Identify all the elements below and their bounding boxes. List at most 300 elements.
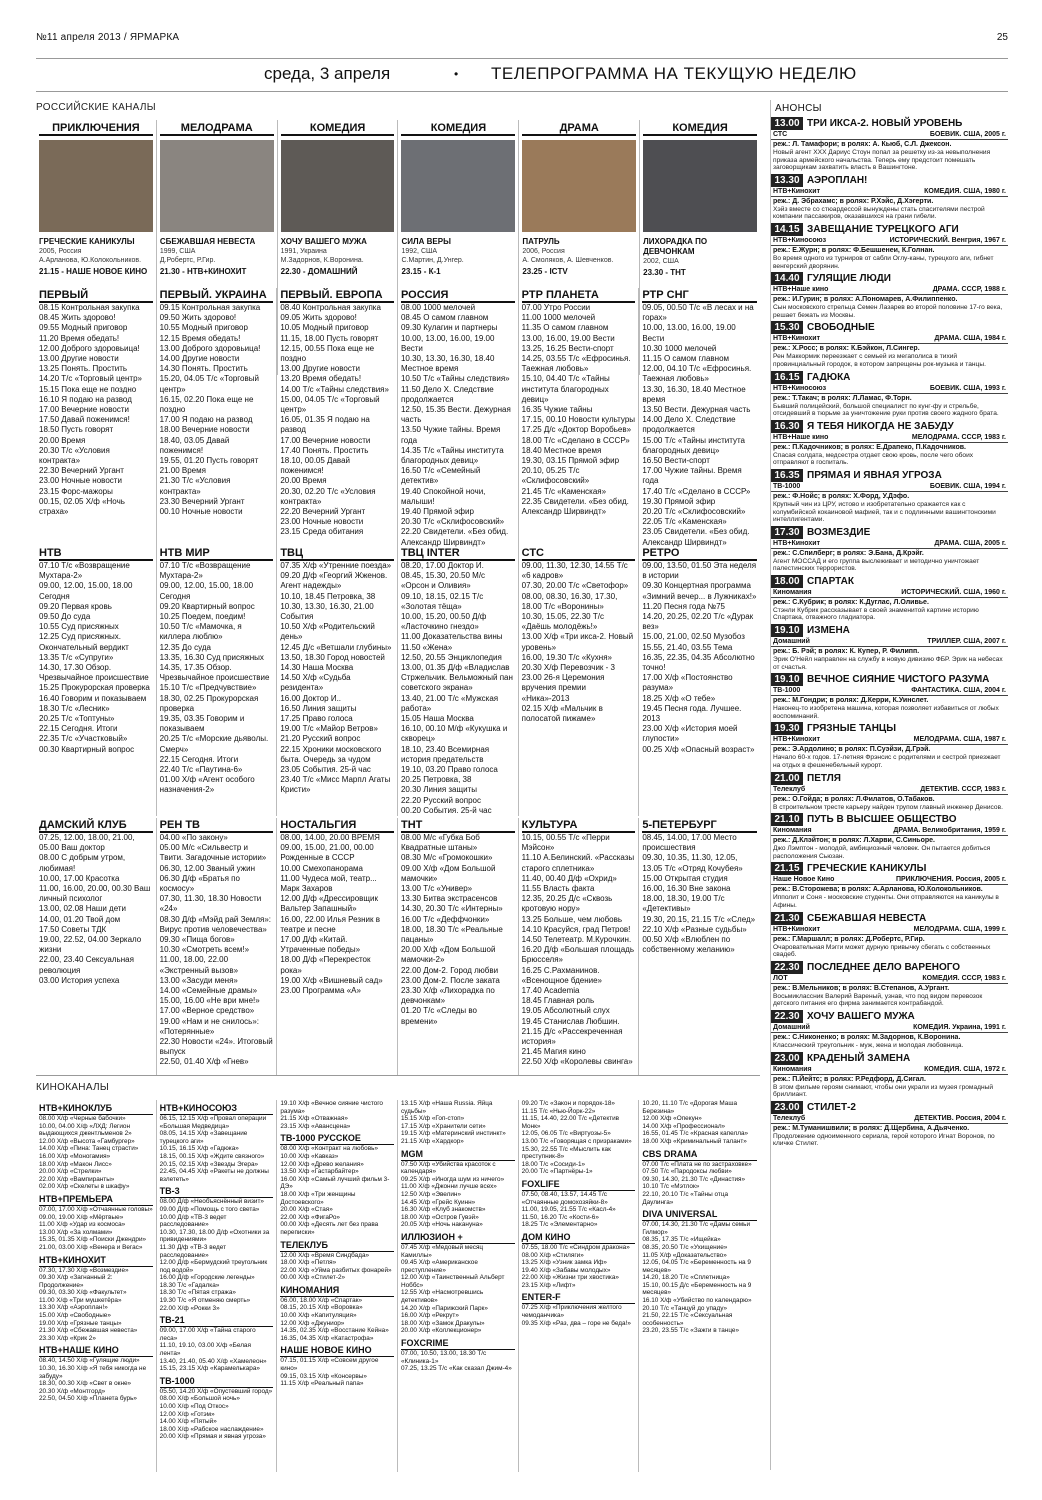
kino-schedule: 07.50, 08.40, 13.57, 14.45 Т/с «Отчаянные домохозяйки-8» 11.00, 19.05, 21.55 Т/с «Касл-4» 11.50, 16.20 Т/с «Кости-6» 18.25 Т/с «Элементарно» <box>521 1190 616 1229</box>
channel-grid-3 <box>36 818 760 1076</box>
announcement-description: Новый агент XXX Дариус Стоун попал за решетку из-за невыполнения приказа армейского начальства. Теперь ему предстоит помешать заговорщикам захватить власть в Вашингтоне. <box>773 149 991 172</box>
announcement-meta <box>771 925 1008 935</box>
announcement-header <box>771 862 1008 875</box>
announcement-time: 19.30 <box>771 722 803 735</box>
announcement <box>771 272 1008 319</box>
announcement-time: 21.00 <box>771 772 803 785</box>
announcement-credits: реж.: И.Гурин; в ролях: А.Пономарев, А.Филиппенко. <box>773 296 958 304</box>
announcement-description: Начало 60-х годов. 17-летняя Фрэнсис с родителями и сестрой приезжает на отдых в фешенебельный курорт. <box>773 754 1001 770</box>
announcement-header <box>771 223 1008 236</box>
kino-schedule: 19.10 Х/ф «Вечное сияние чистого разума» 21.15 Х/ф «Отважная» 23.15 Х/ф «Авансцена» <box>280 1100 383 1130</box>
channel-schedule: 04.00 «По закону» 05.00 М/с «Сильвестр и Твити. Загадочные истории» 06.30, 12.00 Званый ужин 06.30 Д/ф «Братья по космосу» 07.30, 11.30, 18.30 Новости «24» 08.30 Д/ф «Мэйд рай Земля»: Вирус против человечества» 09.30 «Пища богов» 10.30 «Смотреть всем!» 11.00, 18.00, 22.00 «Экстренный вызов» 13.00 «Засуди меня» 14.00 «Семейные драмы» 15.00, 16.00 «Не ври мне!» 17.00 «Верное средство» 19.00 «Нам и не снилось»: «Потерянные» 22.30 Новости «24». Итоговый выпуск 22.50, 01.40 Х/ф «Гнев» <box>159 833 273 1067</box>
channel-name: ПЕРВЫЙ. УКРАИНА <box>160 288 274 303</box>
card-channel: 22.30 - ДОМАШНИЙ <box>280 267 358 276</box>
announcement-genre: ИСТОРИЧЕСКИЙ. США, 1960 г. <box>901 588 1006 596</box>
channel-column <box>639 546 760 816</box>
announcement-header <box>771 469 1008 482</box>
card-info: 2005, Россия А.Арланова, Ю.Колокольников. <box>39 248 142 264</box>
announcement-header <box>771 174 1008 187</box>
announcement-header <box>771 321 1008 334</box>
announcement-time: 14.15 <box>771 223 803 236</box>
announcement-description: Очаровательная Мэгги может дурную привычку сбегать с собственных свадеб. <box>773 943 991 959</box>
channel-name: РТР ПЛАНЕТА <box>522 288 636 303</box>
kino-schedule: 07.00, 10.50, 13.00, 18.30 Т/с «Клиника-1» 07.25, 13.25 Т/с «Как сказал Джим-4» <box>400 1350 512 1373</box>
announcement-time: 23.00 <box>771 1052 803 1065</box>
kino-channel-name: ENTER-F <box>522 1292 636 1304</box>
kino-schedule: 05.50, 14.20 Х/ф «Опустевший город» 08.00 Х/ф «Большой ночь» 10.00 Х/ф «Под Откос» 12.00 Х/ф «Готэм» 14.00 Х/ф «Пятый» 18.00 Х/ф «Рабское наслаждение» 20.00 Х/ф «Прямая и явная угроза» <box>159 1387 273 1441</box>
announcement-time: 16.30 <box>771 420 803 433</box>
channel-schedule: 09.05, 00.50 Т/с «В лесах и на горах» 10.00, 13.00, 16.00, 19.00 Вести 10.30 1000 мелочей 11.15 О самом главном 12.00, 04.10 Т/с «Ефросинья. Таежная любовь» 13.30, 16.30, 18.40 Местное время 13.50 Вести. Дежурная часть 14.00 Дело Х. Следствие продолжается 15.00 Т/с «Тайны института благородных девиц» 16.50 Вести-спорт 17.00 Чужие тайны. Время года 17.40 Т/с «Сделано в СССР» 19.30 Прямой эфир 20.20 Т/с «Склифосовский» 22.05 Т/с «Каменская» 23.05 Свидетели. «Без обид. Александр Ширвиндт» <box>642 303 754 547</box>
channel-column <box>36 818 157 1076</box>
announcement-credits: реж.: В.Сторожева; в ролях: А.Арланова, Ю.Колокольников. <box>773 886 983 894</box>
card-channel: 21.30 - НТВ+КИНОХИТ <box>159 267 247 276</box>
channel-schedule: 08.00, 14.00, 20.00 ВРЕМЯ 09.00, 15.00, 21.00, 00.00 Рожденные в СССР 10.00 Смехопанорама 11.00 Чудеса мой, театр... Марк Захаров 12.00 Д/ф «Дрессировщик Вальтер Запашный» 16.00, 22.00 Илья Резник в театре и песне 17.00 Д/ф «Китай. Утраченные победы» 18.00 Д/ф «Перекресток рока» 19.00 Х/ф «Вишневый сад» 23.00 Программа «А» <box>280 833 383 996</box>
channel-column <box>157 818 278 1076</box>
announcement <box>771 912 1008 959</box>
channel-column <box>639 288 760 548</box>
announcement-description: Сын московского стрельца Семен Лазарев во второй половине 17-го века, решает бежать из Москвы. <box>773 304 1003 319</box>
announcement-channel: НТВ+Кинохит <box>773 187 821 195</box>
channel-name: ДАМСКИЙ КЛУБ <box>39 818 153 833</box>
announcement-genre: КОМЕДИЯ. Украина, 1991 г. <box>913 1023 1006 1031</box>
announcement-time: 15.30 <box>771 321 803 334</box>
channel-schedule: 09.00, 13.50, 01.50 Эта неделя в истории 09.30 Концертная программа «Зимний вечер... в Лужниках!» 11.20 Песня года №75 14.20, 20.25, 02.20 Т/с «Дурак вез» 15.00, 21.00, 02.50 Музобоз 15.55, 21.40, 03.55 Тема 16.35, 22.35, 04.35 Абсолютно точно! 17.00 Х/ф «Постоянство разума» 18.25 Х/ф «О тебе» 19.45 Песня года. Лучшее. 2013 23.00 Х/ф «История моей глупости» 00.25 Х/ф «Опасный возраст» <box>642 561 757 754</box>
announcement-credits: реж.: С.Кубрик; в ролях: К.Дуглас, Л.Оливье. <box>773 598 929 606</box>
announcement-channel: НТВ+Наше кино <box>773 433 829 441</box>
card-title: СБЕЖАВШАЯ НЕВЕСТА <box>159 237 256 246</box>
announcement-description: Бывший полицейский, большой специалист по кунг-фу и стрельбе, отсидевший в тюрьме за уничтожение руки против своего жадного брата. <box>773 402 999 418</box>
announcement-time: 19.10 <box>771 673 803 686</box>
kino-schedule: 07.00, 14.30, 21.30 Т/с «Дамы семьи Гилмор» 08.35, 17.35 Т/с «Ищейка» 08.35, 20.50 Т/с «Ухищение» 11.05 Х/ф «Доказательство» 12.05, 04.05 Т/с «Беременность на 9 месяцев» 14.20, 18.20 Т/с «Сплетница» 15.10, 00.15 Д/с «Беременность на 9 месяцев» 16.10 Х/ф «Убийство по календарю» 20.10 Т/с «Танцуй до упаду» 21.50, 22.15 Т/с «Сексуальная особенность» 23.20, 23.55 Т/с «Зажги в танце» <box>642 1221 752 1335</box>
announcement-title: ПЕТЛЯ <box>807 772 841 784</box>
announcement <box>771 1101 1008 1148</box>
announcement-genre: БОЕВИК. США, 1993 г. <box>929 384 1006 392</box>
announcement-genre: ДРАМА. США, 2005 г. <box>934 539 1006 547</box>
announcement <box>771 321 1008 368</box>
card-title: СИЛА ВЕРЫ <box>401 237 451 246</box>
announcement-genre: КОМЕДИЯ. СССР, 1983 г. <box>922 974 1006 982</box>
announcement-time: 14.40 <box>771 272 803 285</box>
film-still-image <box>39 140 153 232</box>
announcement-genre: ПРИКЛЮЧЕНИЯ. Россия, 2005 г. <box>895 876 1006 884</box>
announcement-genre: МЕЛОДРАМА. США, 1987 г. <box>913 736 1006 744</box>
announcement-title: ПУТЬ В ВЫСШЕЕ ОБЩЕСТВО <box>807 814 957 826</box>
title-row <box>36 58 1008 92</box>
kino-column <box>277 1100 398 1472</box>
channel-column <box>398 546 519 816</box>
announcement-description: Агент МОССАД и его группа выслеживает и методично уничтожает палестинских террористов. <box>773 557 980 573</box>
announcement-title: ВЕЧНОЕ СИЯНИЕ ЧИСТОГО РАЗУМА <box>807 674 990 686</box>
kino-channels-label: КИНОКАНАЛЫ <box>36 1082 110 1093</box>
announcement-description: Рен Маккормик переезжает с семьей из мегаполиса в тихий провинциальный городок, в котором запрещены рок-музыка и танцы. <box>773 353 986 368</box>
announcements-label: АНОНСЫ <box>775 103 822 114</box>
announcement-time: 21.30 <box>771 912 803 925</box>
announcement-meta <box>771 588 1008 598</box>
announcement-header <box>771 371 1008 384</box>
kino-channel-name: НТВ+ПРЕМЬЕРА <box>39 1194 153 1206</box>
announcement-meta <box>771 334 1008 344</box>
card-genre: КОМЕДИЯ <box>281 120 395 136</box>
kino-schedule: 08.00 Д/ф «Необъяснённый визит» 09.00 Д/ф «Помощь с того света» 10.00 Д/ф «ТВ-3 ведет расследование» 10.30, 17.30, 18.00 Д/ф «Охотники за привидениями» 11.30 Д/ф «ТВ-3 ведет расследование» 12.00 Д/ф «Бермудский треугольник под водой» 16.00 Д/ф «Городские легенды» 18.30 Т/с «Гадалка» 18.30 Т/с «Пятая стража» 19.30 Т/с «Я отменяю смерть» 22.00 Х/ф «Рокки 3» <box>159 1198 270 1312</box>
announcement-channel: Телеклуб <box>773 1114 806 1122</box>
kino-schedule: 06.15, 12.15 Х/ф «Провал операции «Большая Медведица» 08.05, 14.15 Х/ф «Завещание турецкого аги» 10.15, 16.15 Х/ф «Гадюка» 18.15, 00.15 Х/ф «Ждите связного» 20.15, 02.15 Х/ф «Звезды Эгера» 22.45, 04.45 Х/ф «Ракеты не должны взлететь» <box>159 1115 269 1183</box>
channel-column <box>398 288 519 548</box>
card-genre: КОМЕДИЯ <box>643 120 757 136</box>
announcement <box>771 371 1008 418</box>
channel-column <box>639 818 760 1076</box>
kino-column <box>36 1100 157 1472</box>
announcement-credits: реж.: Л. Тамафори; в ролях: А. Кьюб, С.Л. Джексон. <box>773 141 952 148</box>
announcement-time: 13.30 <box>771 174 803 187</box>
announcement-meta <box>771 1065 1008 1075</box>
announcement-genre: БОЕВИК. США, 1994 г. <box>929 482 1006 490</box>
announcements-list <box>771 117 1008 1148</box>
announcement-header <box>771 1101 1008 1114</box>
announcement-time: 21.10 <box>771 813 803 826</box>
announcement-description: В строительном тресте карьеру найден трупом главный инженер Денисов. <box>773 803 1003 811</box>
kino-channel-name: ТВ-1000 <box>160 1376 274 1388</box>
announcement-header <box>771 912 1008 925</box>
announcement-channel: Домашний <box>773 1023 810 1031</box>
announcement <box>771 117 1008 172</box>
channel-name: РТР СНГ <box>642 288 757 303</box>
card-channel: 23.30 - ТНТ <box>643 268 686 277</box>
kino-column <box>398 1100 519 1472</box>
channel-schedule: 08.00 М/с «Губка Боб Квадратные штаны» 08.30 М/с «Громокошки» 09.00 Х/ф «Дом Большой мамочки» 13.00 Т/с «Универ» 13.30 Битва экстрасенсов 14.30, 20.30 Т/с «Интерны» 16.00 Т/с «Деффчонки» 18.00, 18.30 Т/с «Реальные пацаны» 20.00 Х/ф «Дом Большой мамочки-2» 22.00 Дом-2. Город любви 23.00 Дом-2. После заката 23.30 Х/ф «Лихорадка по девчонкам» 01.20 Т/с «Следы во времени» <box>400 833 503 1026</box>
announcement <box>771 624 1008 671</box>
announcement-description: Классический треугольник - муж, жена и молодая любовница. <box>773 1041 964 1049</box>
channel-column <box>398 818 519 1076</box>
announcement-title: СПАРТАК <box>807 575 854 587</box>
announcement-title: СВОБОДНЫЕ <box>807 322 875 334</box>
announcement-description: Крупный чин из ЦРУ, истово и изобретательно сражается как с колумбийской кокаиновой мафией, так и с подлинными вашингтонскими интеллигентами. <box>773 500 996 524</box>
kino-schedule: 07.45 Х/ф «Медовый месяц Камиллы» 09.45 Х/ф «Американское преступление» 12.00 Х/ф «Таинственный Альберт Ноббс» 12.55 Х/ф «Насмотревшись детективов» 14.20 Х/ф «Парижский Парк» 16.00 Х/ф «Рекрут» 18.00 Х/ф «Замок Дракулы» 20.00 Х/ф «Коллекционер» <box>400 1243 505 1335</box>
announcement-time: 17.30 <box>771 526 803 539</box>
announcement-channel: НТВ+Киносоюз <box>773 236 827 244</box>
kino-channel-name: ТВ-1000 РУССКОЕ <box>280 1133 394 1145</box>
announcement-title: ВОЗМЕЗДИЕ <box>807 526 871 538</box>
announcement-time: 22.30 <box>771 961 803 974</box>
announcement-meta <box>771 735 1008 745</box>
announcement-genre: МЕЛОДРАМА. США, 1999 г. <box>913 925 1006 933</box>
channel-schedule: 07.00 Утро России 11.00 1000 мелочей 11.35 О самом главном 13.00, 16.00, 19.00 Вести 13.25, 16.25 Вести-спорт 14.25, 03.55 Т/с «Ефросинья. Таежная любовь» 15.10, 04.40 Т/с «Тайны института благородных девиц» 16.35 Чужие тайны 17.15, 00.10 Новости культуры 17.25 Д/с «Доктор Воробьев» 18.00 Т/с «Сделано в СССР» 18.40 Местное время 19.30, 03.15 Прямой эфир 20.10, 05.25 Т/с «Склифосовский» 21.45 Т/с «Каменская» 22.35 Свидетели. «Без обид. Александр Ширвиндт» <box>521 303 636 517</box>
announcement-time: 13.00 <box>771 117 803 130</box>
channel-schedule: 09.15 Контрольная закупка 09.50 Жить здорово! 10.55 Модный приговор 12.15 Время обедать! 13.00 Доброго здоровьица! 14.00 Другие новости 14.30 Понять. Простить 15.20, 04.05 Т/с «Торговый центр» 16.15, 02.20 Пока еще не поздно 17.00 Я подаю на развод 18.00 Вечерние новости 18.40, 03.05 Давай поженимся! 19.55, 01.20 Пусть говорят 21.00 Время 21.30 Т/с «Условия контракта» 23.30 Вечерний Ургант 00.10 Ночные новости <box>159 303 261 517</box>
channel-column <box>277 546 398 816</box>
announcement-genre: ДЕТЕКТИВ. Россия, 2004 г. <box>914 1114 1006 1122</box>
announcement-credits: реж.: Д.Клэйтон; в ролях: Л.Харви, С.Синьоре. <box>773 837 935 845</box>
announcement-meta <box>771 686 1008 696</box>
kino-grid <box>36 1100 760 1472</box>
announcement <box>771 575 1008 622</box>
channel-name: НТВ МИР <box>160 546 274 561</box>
announcement-meta <box>771 285 1008 295</box>
channel-schedule: 10.15, 00.55 Т/с «Перри Мэйсон» 11.10 А.Белинский. «Рассказы старого сплетника» 11.40, 00.40 Д/ф «Охрид» 11.55 Власть факта 12.35, 20.25 Д/с «Сквозь кротовую нору» 13.25 Больше, чем любовь 14.10 Красуйся, град Петров! 14.50 Телетеатр. М.Курочкин. 16.20 Д/ф «Большая площадь Брюсселя» 16.25 С.Рахманинов. «Всенощное бдение» 17.40 Academia 18.45 Главная роль 19.05 Абсолютный слух 19.45 Станислав Любшин. 21.15 Д/с «Рассекреченная история» 21.45 Магия кино 22.50 Х/ф «Королевы свинга» <box>521 833 635 1067</box>
announcement-header <box>771 1052 1008 1065</box>
announcement-meta <box>771 1114 1008 1124</box>
page-number: 25 <box>996 32 1008 43</box>
page-header <box>36 30 1008 48</box>
announcement-channel: НТВ+Кинохит <box>773 925 821 933</box>
kino-channel-name: ИЛЛЮЗИОН + <box>401 1232 515 1244</box>
channel-name: РОССИЯ <box>401 288 515 303</box>
announcement-genre: МЕЛОДРАМА. СССР, 1983 г. <box>911 433 1006 441</box>
channel-name: ПЕРВЫЙ. ЕВРОПА <box>280 288 394 303</box>
announcement-header <box>771 722 1008 735</box>
announcement-meta <box>771 482 1008 492</box>
announcement-meta <box>771 433 1008 443</box>
announcement-channel: ЛОТ <box>773 974 788 982</box>
channel-name: 5-ПЕТЕРБУРГ <box>642 818 757 833</box>
issue-info: №11 апреля 2013 / ЯРМАРКА <box>36 32 180 43</box>
card-title: ПАТРУЛЬ <box>522 237 560 246</box>
announcement-genre: БОЕВИК. США, 2005 г. <box>929 131 1006 138</box>
announcement-channel: Киномания <box>773 1065 812 1073</box>
announcement-channel: Киномания <box>773 827 812 835</box>
announcement-credits: реж.: С.Никоненко; в ролях: М.Задорнов, К.Воронина. <box>773 1033 961 1041</box>
announcement-time: 23.00 <box>771 1101 803 1114</box>
announcement <box>771 174 1008 221</box>
card-genre: МЕЛОДРАМА <box>160 120 274 136</box>
announcement-header <box>771 1010 1008 1023</box>
kino-schedule: 07.25 Х/ф «Приключения желтого чемоданчика» 09.35 Х/ф «Раз, два – горе не беда!» <box>521 1304 631 1327</box>
announcement-genre: КОМЕДИЯ. США, 1980 г. <box>924 187 1006 195</box>
announcement <box>771 1010 1008 1050</box>
announcement-title: ПОСЛЕДНЕЕ ДЕЛО ВАРЕНОГО <box>807 961 961 973</box>
announcement-title: СТИЛЕТ-2 <box>807 1101 856 1113</box>
announcement-description: Ипполит и Соня - московские студенты. Они отправляются на каникулы в Афины. <box>773 894 999 909</box>
announcement-channel: Наше Новое Кино <box>773 876 835 884</box>
announcement-credits: реж.: Д. Эбрахамс; в ролях: Р.Хэйс, Д.Хэгерти. <box>773 197 934 205</box>
announcement-description: В этом фильме героям снимают, чтобы они украли из музея громадный бриллиант. <box>773 1083 994 1099</box>
channel-grid-2 <box>36 546 760 815</box>
announcement-genre: ИСТОРИЧЕСКИЙ. Венгрия, 1967 г. <box>889 236 1006 244</box>
announcement-description: Джо Лэмптон - молодой, амбициозный человек. Он пытается добиться расположения Сьюзан. <box>773 845 991 860</box>
card-genre: ДРАМА <box>522 120 636 136</box>
announcement-meta <box>771 826 1008 836</box>
channel-name: РЕН ТВ <box>160 818 274 833</box>
kino-column <box>157 1100 278 1472</box>
film-still-image <box>281 140 395 232</box>
channel-name: ТВЦ <box>280 546 394 561</box>
card-title: ЛИХОРАДКА ПО ДЕВЧОНКАМ <box>643 237 708 256</box>
kino-schedule: 07.15, 01.15 Х/ф «Совсем другое кино» 09.15, 03.15 Х/ф «Консервы» 11.15 Х/ф «Реальный папа» <box>280 1357 379 1388</box>
card-info: 1991, Украина М.Задорнов, К.Воронина. <box>280 248 364 264</box>
announcement-time: 22.30 <box>771 1010 803 1023</box>
announcement-title: ТРИ ИКСА-2. НОВЫЙ УРОВЕНЬ <box>807 118 963 129</box>
kino-schedule: 07.50 Х/ф «Убийства красоток с календаря» 09.25 Х/ф «Иногда шум из ничего» 11.00 Х/ф «Джонни лучше всех» 12.50 Х/ф «Эвелин» 14.45 Х/ф «Грейс Куинн» 16.30 Х/ф «Клуб знакомств» 18.00 Х/ф «Остров Гувэй» 20.05 Х/ф «Ночь накануна» <box>400 1160 505 1229</box>
kino-channels-section <box>36 1080 760 1475</box>
announcement-credits: реж.: Ф.Нойс; в ролях: Х.Форд, У.Дэфо. <box>773 492 910 500</box>
announcement-time: 19.10 <box>771 624 803 637</box>
announcement-title: КРАДЕНЫЙ ЗАМЕНА <box>807 1052 911 1064</box>
kino-schedule: 07.00 Т/с «Плата не по застраховке» 07.50 Т/с «Пародоксы любви» 09.30, 14.30, 21.30 Т/с «Династия» 10.10 Т/с «Мэтлок» 22.10, 20.10 Т/с «Тайны отца Даулинга» <box>642 1160 752 1206</box>
card-info: 2006, Россия А. Смоляков, А. Шевченков. <box>522 248 614 264</box>
channel-column <box>519 818 640 1076</box>
channel-column <box>519 546 640 816</box>
kino-channel-name: НТВ+КИНОСОЮЗ <box>160 1103 274 1115</box>
card-info: 1992, США С.Мартин, Д.Унгер. <box>401 248 464 264</box>
kino-channel-name: ТВ-3 <box>160 1186 274 1198</box>
kino-schedule: 08.00 Х/ф «Контракт на любовь» 10.00 Х/ф «Кавказ» 12.00 Х/ф «Древо желания» 13.50 Х/ф «Гастарбайтер» 16.00 Х/ф «Самый лучший фильм 3-ДЭ» 18.00 Х/ф «Три женщины Достоевского» 20.00 Х/ф «Стая» 22.00 Х/ф «ФигаРо» 00.00 Х/ф «Десять лет без права переписки» <box>280 1145 390 1236</box>
announcement-header <box>771 272 1008 285</box>
announcement-credits: реж.: Т.Такач; в ролях: Л.Ламас, Ф.Торн. <box>773 394 912 402</box>
announcement-title: Я ТЕБЯ НИКОГДА НЕ ЗАБУДУ <box>807 420 954 432</box>
announcement-title: ГУЛЯЩИЕ ЛЮДИ <box>807 273 891 285</box>
announcement-title: ХОЧУ ВАШЕГО МУЖА <box>807 1010 915 1022</box>
announcement-meta <box>771 187 1008 197</box>
kino-schedule: 09.00, 17.00 Х/ф «Тайна старого леса» 11.10, 19.10, 03.00 Х/ф «Белая лента» 13.40, 21.40, 05.40 Х/ф «Хамелеон» 15.15, 23.15 Х/ф «Карамелькара» <box>159 1327 267 1373</box>
announcement-meta <box>771 539 1008 549</box>
announcement-credits: реж.: Е.Журн; в ролях: Ф.Бешшенеи, К.Голнан. <box>773 246 935 254</box>
announcement-header <box>771 526 1008 539</box>
announcement <box>771 1052 1008 1099</box>
film-still-image <box>401 140 515 232</box>
kino-channel-name: НАШЕ НОВОЕ КИНО <box>280 1345 394 1357</box>
announcement-genre: ДРАМА. СССР, 1988 г. <box>932 286 1006 294</box>
page-title: ТЕЛЕПРОГРАММА НА ТЕКУЩУЮ НЕДЕЛЮ <box>491 64 857 83</box>
channel-schedule: 08.40 Контрольная закупка 09.05 Жить здорово! 10.05 Модный приговор 11.15, 18.00 Пусть говорят 12.15, 00.55 Пока еще не поздно 13.00 Другие новости 13.20 Время обедать! 14.00 Т/с «Тайны следствия» 15.00, 04.05 Т/с «Торговый центр» 16.05, 01.35 Я подаю на развод 17.00 Вечерние новости 17.40 Понять. Простить 18.10, 00.05 Давай поженимся! 20.00 Время 20.30, 02.20 Т/с «Условия контракта» 22.20 Вечерний Ургант 23.00 Ночные новости 23.15 Среда обитания <box>280 303 389 537</box>
kino-schedule: 12.00 Х/ф «Время Синдбада» 18.00 Х/ф «Петля» 22.00 Х/ф «Уйма разбитых фонарей» 00.00 Х/ф «Стилет-2» <box>280 1251 392 1282</box>
kino-schedule: 06.00, 18.00 Х/ф «Спартак» 08.15, 20.15 Х/ф «Воровка» 10.00 Х/ф «Капитуляция» 12.00 Х/ф «Джуниор» 14.35, 02.35 Х/ф «Восстание Кейна» 16.35, 04.35 Х/ф «Катастрофа» <box>280 1296 389 1342</box>
announcement <box>771 420 1008 467</box>
kino-schedule: 08.40, 14.50 Х/ф «Гулящие люди» 10.30, 16.30 Х/ф «Я тебя никогда не забуду» 18.30, 00.30 Х/ф «Свет в окне» 20.30 Х/ф «Монтгорд» 22.50, 04.50 Х/ф «Планета бурь» <box>39 1357 147 1403</box>
announcement-credits: реж.: В.Мельников; в ролях: В.Степанов, А.Ургант. <box>773 984 950 992</box>
film-still-image <box>522 140 636 232</box>
channel-name: КУЛЬТУРА <box>522 818 636 833</box>
announcement-meta <box>771 384 1008 394</box>
kino-channel-name: НТВ+НАШЕ КИНО <box>39 1345 153 1357</box>
announcement-credits: реж.: П.Кадочников; в ролях: Е.Драпеко, П.Кадочников. <box>773 443 966 451</box>
announcement-header <box>771 420 1008 433</box>
card-channel: 21.15 - НАШЕ НОВОЕ КИНО <box>39 267 148 276</box>
announcement-title: ИЗМЕНА <box>807 625 850 637</box>
announcement-description: Во время одного из турниров от сабли Оглу-каны, турецкого аги, гибнет венгерский дворянин. <box>773 254 994 270</box>
announcement-credits: реж.: С.Спилберг; в ролях: Э.Бана, Д.Крэйг. <box>773 549 924 557</box>
announcement-channel: НТВ+Кинохит <box>773 539 821 547</box>
announcement-meta <box>771 785 1008 795</box>
channel-column <box>277 818 398 1076</box>
channel-schedule: 07.10 Т/с «Возвращение Мухтара-2» 09.00, 12.00, 15.00, 18.00 Сегодня 09.20 Первая кровь 09.50 До суда 10.55 Суд присяжных 12.25 Суд присяжных. Окончательный вердикт 13.35 Т/с «Супруги» 14.30, 17.30 Обзор. Чрезвычайное происшествие 15.25 Прокурорская проверка 16.40 Говорим и показываем 18.30 Т/с «Лесник» 20.25 Т/с «Топтуны» 22.15 Сегодня. Итоги 22.35 Т/с «Участковый» 00.30 Квартирный вопрос <box>39 561 150 754</box>
card-title: ХОЧУ ВАШЕГО МУЖА <box>280 237 367 246</box>
channel-column <box>157 546 278 816</box>
announcement-description: Хэйз вместе со стюардессой вынуждены стать спасителями пестрой компании пассажиров, оказавшихся на грани гибели. <box>773 205 985 221</box>
channel-column <box>36 546 157 816</box>
film-still-image <box>160 140 274 232</box>
announcement-description: Наконец-то изобретена машина, которая позволяет избавиться от любых воспоминаний. <box>773 705 999 720</box>
channel-name: НОСТАЛЬГИЯ <box>280 818 394 833</box>
announcement-channel: ТВ-1000 <box>773 687 801 695</box>
announcement <box>771 862 1008 909</box>
announcement <box>771 813 1008 860</box>
announcement <box>771 223 1008 270</box>
announcement-meta <box>771 130 1008 140</box>
announcement-time: 16.15 <box>771 371 803 384</box>
kino-channel-name: КИНОМАНИЯ <box>280 1285 394 1297</box>
channel-name: ТВЦ INTER <box>401 546 515 561</box>
announcement-credits: реж.: Х.Росс; в ролях: К.Бэйкон, Л.Сингер. <box>773 345 920 353</box>
announcement-credits: реж.: Г.Маршалл; в ролях: Д.Робертс, Р.Гир. <box>773 935 925 943</box>
announcement-time: 21.15 <box>771 862 803 875</box>
announcement-genre: ДРАМА. Великобритания, 1959 г. <box>893 827 1006 835</box>
channel-name: РЕТРО <box>642 546 757 561</box>
kino-column <box>519 1100 640 1472</box>
kino-channel-name: DIVA UNIVERSAL <box>642 1209 757 1221</box>
kino-channel-name: НТВ+КИНОКЛУБ <box>39 1103 153 1115</box>
announcement-title: ГРЯЗНЫЕ ТАНЦЫ <box>807 723 897 735</box>
channel-grid-1 <box>36 288 760 547</box>
announcement-header <box>771 813 1008 826</box>
kino-channel-name: НТВ+КИНОХИТ <box>39 1255 153 1267</box>
card-info: 1999, США Д.Робертс, Р.Гир. <box>159 248 216 264</box>
announcement-channel: Киномания <box>773 588 812 596</box>
channel-schedule: 08.20, 17.00 Доктор И. 08.45, 15.30, 20.50 М/с «Орсон и Оливия» 09.10, 18.15, 02.15 Т/с «Золотая тёща» 10.00, 15.20, 00.50 Д/ф «Ласточкино гнездо» 11.00 Доказательства вины 11.50 «Жена» 12.50, 20.55 Энциклопедия 13.00, 01.35 Д/ф «Владислав Стржельчик. Вельможный пан советского экрана» 13.40, 21.00 Т/с «Мужская работа» 15.05 Наша Москва 16.10, 00.10 М/ф «Кукушка и скворец» 18.10, 23.40 Всемирная история предательств 19.10, 03.20 Право голоса 20.25 Петровка, 38 20.30 Линия защиты 22.20 Русский вопрос 00.20 События. 25-й час <box>400 561 513 815</box>
announcements-sidebar <box>770 100 1008 1470</box>
announcement <box>771 469 1008 524</box>
kino-schedule: 10.20, 11.10 Т/с «Дорогая Маша Березина» 12.00 Х/ф «Опекун» 14.00 Х/ф «Профессионал» 16.55, 01.45 Т/с «Красная капелла» 18.00 Х/ф «Криминальный талант» <box>642 1100 749 1145</box>
announcement-header <box>771 624 1008 637</box>
announcement-description: Продолжение одноименного сериала, герой которого Игнат Воронов, по кличке Стилет. <box>773 1132 995 1148</box>
card-channel: 23.15 - К-1 <box>401 267 441 276</box>
announcement-title: ГРЕЧЕСКИЕ КАНИКУЛЫ <box>807 863 927 875</box>
announcement-header <box>771 772 1008 785</box>
announcement <box>771 722 1008 769</box>
announcement-title: ПРЯМАЯ И ЯВНАЯ УГРОЗА <box>807 469 942 481</box>
announcement-title: АЭРОПЛАН! <box>807 174 868 186</box>
kino-schedule: 13.15 Х/ф «Наша Russia. Яйца судьбы» 15.15 Х/ф «Гоп-стоп» 17.15 Х/ф «Хранители сети» 19.15 Х/ф «Материнский инстинкт» 21.15 Х/ф «Хардкор» <box>400 1100 506 1145</box>
announcement-time: 16.35 <box>771 469 803 482</box>
channel-name: ТНТ <box>401 818 515 833</box>
announcement <box>771 961 1008 1008</box>
announcement-title: СБЕЖАВШАЯ НЕВЕСТА <box>807 912 927 924</box>
card-info: 2002, США <box>643 258 679 265</box>
channel-column <box>277 288 398 548</box>
announcement-meta <box>771 637 1008 647</box>
kino-channel-name: FOXLIFE <box>522 1179 636 1191</box>
channel-column <box>36 288 157 548</box>
channel-schedule: 08.15 Контрольная закупка 08.45 Жить здорово! 09.55 Модный приговор 11.20 Время обедать! 12.00 Доброго здоровьица! 13.00 Другие новости 13.25 Понять. Простить 14.20 Т/с «Торговый центр» 15.15 Пока еще не поздно 16.10 Я подаю на развод 17.00 Вечерние новости 17.50 Давай поженимся! 18.50 Пусть говорят 20.00 Время 20.30 Т/с «Условия контракта» 22.30 Вечерний Ургант 23.00 Ночные новости 23.15 Форс-мажоры 00.15, 02.05 Х/ф «Ночь страха» <box>39 303 142 517</box>
channel-schedule: 07.25, 12.00, 18.00, 21.00, 05.00 Ваш доктор 08.00 С добрым утром, любимая! 10.00, 17.00 Красотка 11.00, 16.00, 20.00, 00.30 Ваш личный психолог 13.00, 02.08 Наши дети 14.00, 01.20 Твой дом 17.50 Советы ТДК 19.00, 22.52, 04.00 Зеркало жизни 22.00, 23.40 Сексуальная революция 03.00 История успеха <box>39 833 151 985</box>
announcement-channel: Телеклуб <box>773 785 806 793</box>
announcement-credits: реж.: О.Гойда; в ролях: Л.Филатов, О.Табаков. <box>773 795 935 803</box>
announcement-header <box>771 117 1008 130</box>
announcement-meta <box>771 236 1008 246</box>
channel-schedule: 08.45, 14.00, 17.00 Место происшествия 09.30, 10.35, 11.30, 12.05, 13.05 Т/с «Отряд Кочубея» 15.00 Открытая студия 16.00, 16.30 Вне закона 18.00, 18.30, 19.00 Т/с «Детективы» 19.30, 20.15, 21.15 Т/с «След» 22.10 Х/ф «Разные судьбы» 00.50 Х/ф «Влюблен по собственному желанию» <box>642 833 756 955</box>
announcement-meta <box>771 1023 1008 1033</box>
announcement-description: Стэнли Кубрик рассказывает в своей знаменитой картине историю Спартака, отважного гладиатора. <box>773 606 979 622</box>
russian-channels-label: РОССИЙСКИЕ КАНАЛЫ <box>36 102 156 113</box>
announcement-header <box>771 575 1008 588</box>
announcement-meta <box>771 875 1008 885</box>
announcement-header <box>771 673 1008 686</box>
card-genre: КОМЕДИЯ <box>401 120 515 136</box>
announcement-credits: реж.: М.Гондри; в ролях: Д.Керри, К.Уинслет. <box>773 697 929 705</box>
announcement-channel: СТС <box>773 131 788 138</box>
kino-schedule: 09.20 Т/с «Закон и порядок-18» 11.15 Т/с «Нью-Йорк-22» 11.15, 14.40, 22.00 Т/с «Детектив Монк» 12.05, 06.05 Т/с «Виртуозы-5» 13.00 Т/с «Говорящая с призраками» 15.30, 22.55 Т/с «Мыслить как преступник-8» 18.00 Т/с «Сосиди-1» 20.00 Т/с «Партнёры-1» <box>521 1100 632 1176</box>
channel-schedule: 07.35 Х/ф «Утренние поезда» 09.20 Д/ф «Георгий Жженов. Агент надежды» 10.10, 18.45 Петровка, 38 10.30, 13.30, 16.30, 21.00 События 10.50 Х/ф «Родительский день» 12.45 Д/с «Ветшали глубины» 13.50, 18.30 Город новостей 14.30 Наша Москва 14.50 Х/ф «Судьба резидента» 16.00 Доктор И.. 16.50 Линия защиты 17.25 Право голоса 19.00 Т/с «Майор Ветров» 21.20 Русский вопрос 22.15 Хроники московского быта. Очередь за чудом 23.05 События. 25-й час 23.40 Т/с «Мисс Марпл Агаты Кристи» <box>280 561 392 795</box>
announcement-header <box>771 961 1008 974</box>
announcement <box>771 673 1008 720</box>
card-genre: ПРИКЛЮЧЕНИЯ <box>39 120 153 136</box>
announcement-channel: ТВ-1000 <box>773 482 801 490</box>
kino-channel-name: MGM <box>401 1149 515 1161</box>
announcement-channel: Домашний <box>773 638 810 646</box>
announcement-credits: реж.: П.Йейтс; в ролях: Р.Редфорд, Д.Сигал. <box>773 1075 926 1083</box>
film-still-image <box>643 140 757 232</box>
announcement-genre: КОМЕДИЯ. США, 1972 г. <box>924 1065 1006 1073</box>
announcement-credits: реж.: Б. Рэй; в ролях: К. Купер, Р. Филипп. <box>773 648 920 656</box>
kino-column <box>639 1100 760 1472</box>
